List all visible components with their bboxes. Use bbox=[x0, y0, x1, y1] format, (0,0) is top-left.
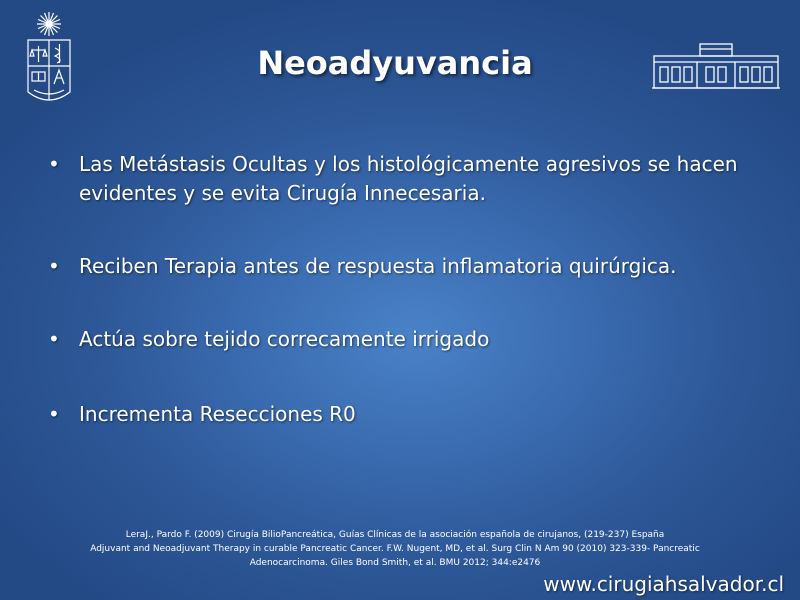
reference-line: LeraJ., Pardo F. (2009) Cirugía BilioPancreática, Guías Clínicas de la asociación española de cirujanos, (219-237) España bbox=[125, 530, 665, 540]
references bbox=[90, 528, 700, 570]
reference-line: Adjuvant and Neoadjuvant Therapy in curable Pancreatic Cancer. F.W. Nugent, MD, et al. Surg Clin N Am 90 (2010) 323-339- Pancreatic bbox=[90, 544, 700, 554]
bullet-item: • Incrementa Resecciones R0 bbox=[48, 400, 768, 429]
slide-title: Neoadyuvancia bbox=[257, 44, 533, 82]
bullet-item: • Reciben Terapia antes de respuesta inflamatoria quirúrgica. bbox=[48, 252, 768, 281]
bullet-list bbox=[48, 150, 768, 429]
bullet-item: • Actúa sobre tejido correcamente irrigado bbox=[48, 325, 768, 354]
bullet-item: • Las Metástasis Ocultas y los histológicamente agresivos se hacen evidentes y se evita Cirugía Innecesaria. bbox=[48, 150, 768, 208]
reference-line: Adenocarcinoma. Giles Bond Smith, et al. BMU 2012; 344:e2476 bbox=[249, 558, 541, 568]
website-url: www.cirugiahsalvador.cl bbox=[543, 572, 784, 596]
